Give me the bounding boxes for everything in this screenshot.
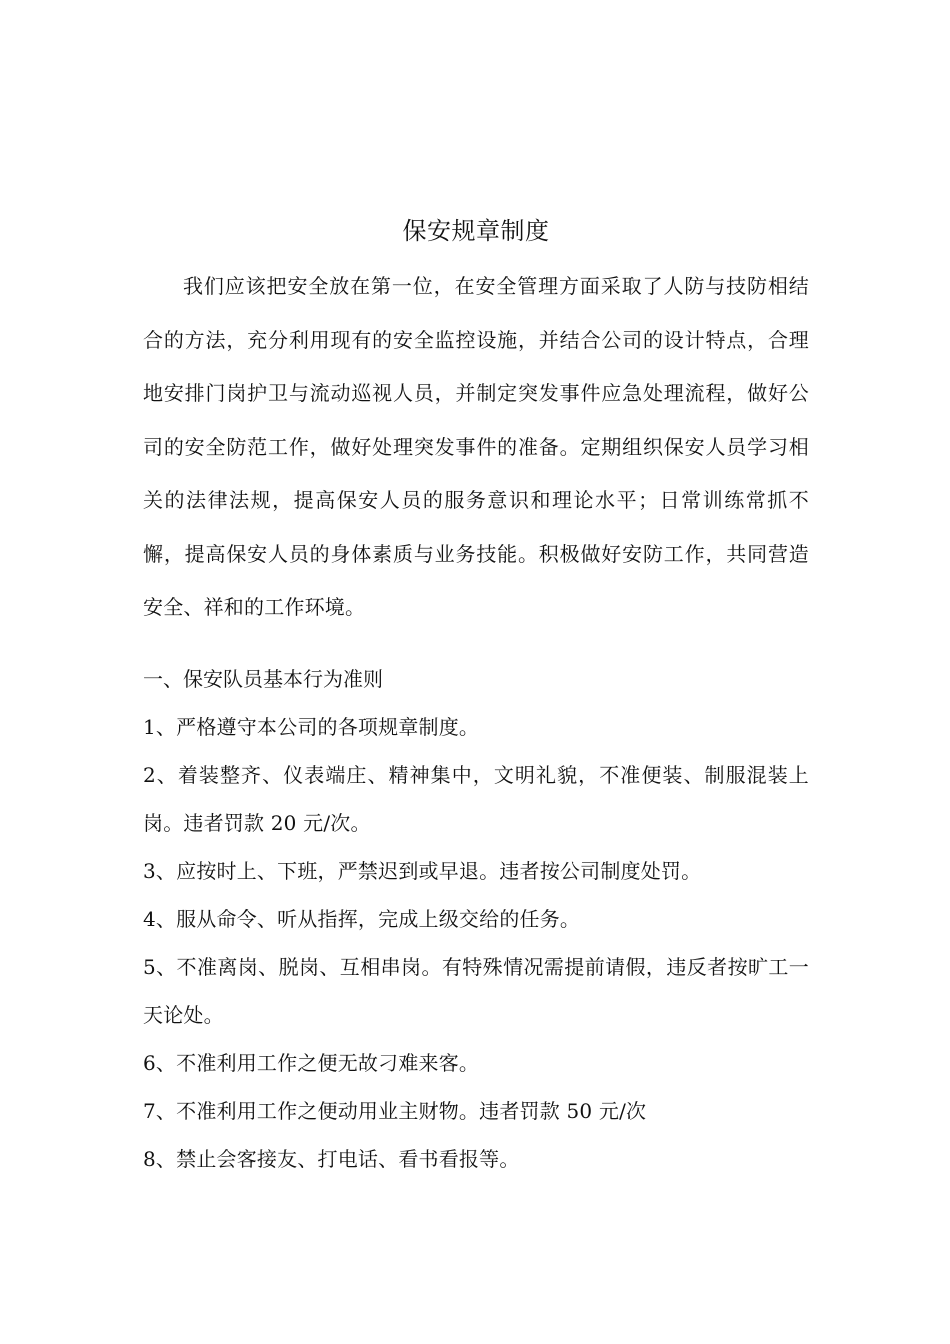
document-body — [143, 210, 809, 1183]
rule-item-5: 5、不准离岗、脱岗、互相串岗。有特殊情况需提前请假，违反者按旷工一天论处。 — [143, 954, 809, 1027]
rule-item-2: 2、着装整齐、仪表端庄、精神集中，文明礼貌，不准便装、制服混装上岗。违者罚款 20 元/次。 — [143, 762, 809, 835]
rule-item-6: 6、不准利用工作之便无故刁难来客。 — [143, 1050, 480, 1075]
rule-item-1: 1、严格遵守本公司的各项规章制度。 — [143, 714, 480, 739]
intro-paragraph: 我们应该把安全放在第一位，在安全管理方面采取了人防与技防相结合的方法，充分利用现有的安全监控设施，并结合公司的设计特点，合理地安排门岗护卫与流动巡视人员，并制定突发事件应急处理流程，做好公司的安全防范工作，做好处理突发事件的准备。定期组织保安人员学习相关的法律法规，提高保安人员的服务意识和理论水平；日常训练常抓不懈，提高保安人员的身体素质与业务技能。积极做好安防工作，共同营造安全、祥和的工作环境。 — [143, 274, 809, 619]
rule-item-4: 4、服从命令、听从指挥，完成上级交给的任务。 — [143, 906, 581, 931]
rule-item-3: 3、应按时上、下班，严禁迟到或早退。违者按公司制度处罚。 — [143, 858, 702, 883]
rules-list — [143, 703, 809, 1183]
document-title: 保安规章制度 — [402, 217, 550, 245]
rule-item-7: 7、不准利用工作之便动用业主财物。违者罚款 50 元/次 — [143, 1098, 647, 1123]
section-heading: 一、保安队员基本行为准则 — [143, 666, 383, 691]
rule-item-8: 8、禁止会客接友、打电话、看书看报等。 — [143, 1146, 520, 1171]
